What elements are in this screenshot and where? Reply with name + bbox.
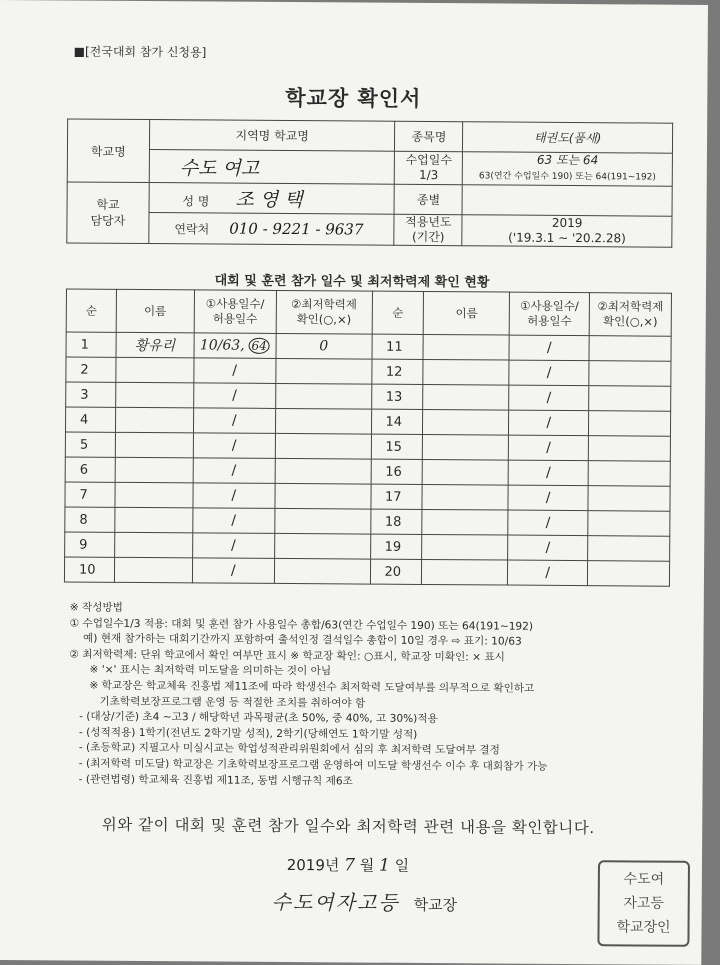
school-value: 수도 여고	[179, 156, 260, 180]
date-day-label: 일	[394, 856, 410, 875]
days-value-1: 63 또는 64	[536, 152, 599, 168]
row-no-right: 11	[372, 334, 424, 359]
info-table	[66, 118, 673, 247]
days-cell-left	[194, 358, 276, 384]
days-cell-right	[508, 535, 588, 561]
instruction-line: - (초등학교) 지필고사 미실시교는 학업성적관리위원회에서 심의 후 최저학력 도달여부 결정	[68, 741, 500, 757]
seal-line-1: 수도여	[623, 871, 665, 888]
col-days-right-1: ①사용일수/	[520, 298, 579, 314]
days-cell-left	[193, 408, 275, 434]
slash-mark: /	[231, 487, 237, 504]
col-days-left	[194, 290, 276, 334]
year-value-2: ('19.3.1 ~ '20.2.28)	[508, 230, 626, 246]
min-check-right	[589, 336, 671, 362]
row-no-right: 19	[370, 534, 422, 559]
days-allowed-circled: 64	[248, 338, 269, 354]
slash-mark: /	[545, 514, 551, 531]
name-cell	[149, 183, 395, 215]
min-check-right	[588, 486, 670, 512]
student-name-right	[422, 559, 508, 585]
date-month-label: 월	[359, 856, 375, 875]
days-cell-right	[508, 460, 588, 486]
date-month-value: 7	[344, 855, 356, 876]
slash-mark: /	[232, 362, 238, 379]
signature-suffix: 학교장	[413, 895, 458, 915]
col-min-right-2: 확인(○,×)	[602, 314, 658, 329]
official-seal	[597, 860, 690, 947]
row-no-left: 1	[66, 332, 116, 357]
col-name-right: 이름	[424, 291, 510, 335]
row-no-left: 7	[65, 482, 115, 507]
min-check-right	[589, 386, 671, 412]
slash-mark: /	[546, 439, 551, 456]
row-no-right: 12	[371, 359, 423, 384]
school-sublabel: 지역명 학교명	[149, 120, 395, 152]
name-label: 성 명	[182, 194, 210, 209]
col-days-left-1: ①사용일수/	[205, 296, 265, 311]
year-label	[394, 214, 462, 245]
student-name-left	[115, 532, 193, 558]
student-name-right	[423, 384, 509, 410]
min-check-left	[274, 558, 370, 584]
student-name-right	[423, 409, 509, 435]
days-cell-left	[193, 508, 275, 534]
slash-mark: /	[231, 462, 237, 479]
slash-mark: /	[231, 512, 237, 529]
days-cell-left	[192, 533, 274, 559]
confirmation-statement: 위와 같이 대회 및 훈련 참가 일수와 최저학력 관련 내용을 확인합니다.	[101, 815, 595, 838]
instruction-line: - (최저학력 미도달) 학교장은 기초학력보장프로그램 운영하여 미도달 학생선수 이수 후 대회참가 가능	[68, 757, 548, 773]
days-cell-left	[193, 433, 275, 459]
instructions	[69, 601, 690, 792]
days-cell-right	[509, 410, 589, 436]
min-check-right	[587, 561, 669, 587]
min-check-right	[589, 361, 671, 387]
instruction-line: - (대상/기준) 초4 ~고3 / 해당학년 과목평균(초 50%, 중 40%, 고 30%)적용	[68, 710, 438, 726]
min-check-right	[588, 461, 670, 487]
student-name-right	[423, 359, 509, 385]
header-tag: ■[전국대회 참가 신청용]	[73, 44, 207, 60]
min-check-right	[589, 411, 671, 437]
days-label-2: 1/3	[418, 167, 439, 183]
student-name-left: 황유리	[116, 332, 194, 358]
min-check-right	[588, 536, 670, 562]
days-cell-left	[194, 333, 276, 359]
days-cell-right	[509, 360, 589, 386]
student-name-right	[423, 459, 509, 485]
slash-mark: /	[232, 387, 237, 404]
name-value: 조 영 택	[235, 188, 303, 212]
student-name-left	[115, 432, 193, 458]
contact-cell	[149, 213, 395, 246]
slash-mark: /	[231, 437, 237, 454]
slash-mark: /	[545, 539, 551, 556]
days-cell-left	[193, 458, 275, 484]
teacher-label	[67, 182, 149, 244]
date-day-value: 1	[379, 855, 390, 876]
signature-school-name: 수도여자고등	[271, 889, 400, 915]
min-check-left	[275, 383, 371, 409]
event-label: 종목명	[395, 121, 463, 151]
instruction-line: ① 수업일수1/3 적용: 대회 및 훈련 참가 사용일수 총합/63(연간 수업일수 190) 또는 64(191~192)	[69, 617, 534, 633]
row-no-right: 13	[371, 384, 423, 409]
year-value-1: 2019	[551, 215, 583, 231]
participation-table	[64, 288, 672, 586]
col-days-right	[509, 292, 589, 336]
student-name-left	[115, 407, 193, 433]
row-no-left: 2	[66, 357, 116, 382]
row-no-right: 17	[370, 484, 422, 509]
min-check-right	[588, 436, 670, 462]
days-cell-right	[508, 560, 588, 586]
col-name-left: 이름	[116, 289, 194, 333]
min-check-left	[274, 508, 370, 534]
slash-mark: /	[546, 414, 552, 431]
seal-line-3: 학교장인	[616, 919, 671, 936]
row-no-left: 6	[65, 457, 115, 482]
instruction-line: ※ '×' 표시는 최저학력 미도달을 의미하는 것이 아님	[69, 663, 332, 678]
col-no-left: 순	[66, 289, 116, 332]
col-min-left-1: ②최저학력제	[290, 297, 357, 312]
col-days-right-2: 허용일수	[527, 313, 572, 328]
instruction-line: ※ 작성방법	[69, 601, 123, 614]
row-no-right: 16	[371, 459, 423, 484]
min-check-right	[588, 511, 670, 537]
col-min-left-2: 확인(○,×)	[296, 312, 352, 327]
instruction-line: ※ 학교장은 학교체육 진흥법 제11조에 따라 학생선수 최저학력 도달여부를 의무적으로 확인하고	[69, 679, 535, 695]
category-value	[462, 185, 672, 216]
row-no-left: 8	[65, 507, 115, 532]
contact-value: 010 - 9221 - 9637	[229, 219, 364, 239]
col-min-right	[589, 293, 671, 337]
student-name-right	[423, 434, 509, 460]
student-name-right	[422, 509, 508, 535]
student-name-right	[422, 484, 508, 510]
slash-mark: /	[546, 364, 552, 381]
table-header-row	[66, 289, 671, 336]
category-label: 종별	[394, 184, 462, 214]
col-min-right-1: ②최저학력제	[597, 299, 664, 314]
section-title: 대회 및 훈련 참가 일수 및 최저학력제 확인 현황	[214, 273, 490, 291]
date-year: 2019년	[286, 856, 340, 875]
instruction-line: 기초학력보장프로그램 운영 등 적절한 조치를 취하여야 함	[69, 695, 366, 710]
min-check-left	[275, 408, 371, 434]
col-min-left	[276, 290, 372, 334]
days-cell-right	[508, 510, 588, 536]
row-no-right: 20	[370, 559, 422, 584]
signature-line	[272, 886, 458, 916]
min-check-left: 0	[276, 333, 372, 359]
row-no-right: 15	[371, 434, 423, 459]
school-value-cell	[149, 150, 395, 185]
row-no-left: 3	[66, 382, 116, 407]
slash-mark: /	[545, 489, 551, 506]
seal-line-2: 자고등	[623, 895, 665, 912]
days-used: 10/63,	[199, 337, 245, 354]
year-value	[462, 215, 672, 247]
instruction-line: 예) 현재 참가하는 대회기간까지 포함하여 출석인정 결석일수 총합이 10일 경우 ⇨ 표기: 10/63	[69, 632, 522, 648]
table-row	[64, 557, 669, 586]
days-cell-right	[508, 485, 588, 511]
student-name-right	[422, 534, 508, 560]
contact-label: 연락처	[174, 222, 210, 237]
days-cell-right	[509, 385, 589, 411]
instruction-line: - (관련법령) 학교체육 진흥법 제11조, 동법 시행규칙 제6조	[68, 773, 353, 788]
slash-mark: /	[231, 537, 236, 554]
days-value	[463, 152, 673, 186]
date-line	[0, 852, 702, 878]
student-name-left	[116, 357, 194, 383]
student-name-left	[114, 557, 192, 583]
days-cell-left	[193, 383, 275, 409]
min-check-left	[276, 358, 372, 384]
slash-mark: /	[546, 389, 552, 406]
col-no-right: 순	[372, 291, 424, 334]
slash-mark: /	[231, 412, 237, 429]
teacher-label-1: 학교	[96, 197, 120, 212]
row-no-left: 5	[65, 432, 115, 457]
teacher-label-2: 담당자	[90, 213, 126, 228]
school-label: 학교명	[67, 119, 149, 183]
student-name-left	[115, 482, 193, 508]
days-cell-left	[192, 558, 274, 584]
col-days-left-2: 허용일수	[212, 311, 258, 326]
row-no-left: 4	[65, 407, 115, 432]
min-check-left	[275, 458, 371, 484]
days-label-1: 수업일수	[405, 152, 453, 168]
min-check-left	[274, 533, 370, 559]
student-name-left	[115, 507, 193, 533]
page-title: 학교장 확인서	[285, 85, 422, 111]
days-cell-left	[193, 483, 275, 509]
slash-mark: /	[230, 562, 236, 579]
student-name-left	[116, 382, 194, 408]
instruction-line: - (성적적용) 1학기(전년도 2학기말 성적), 2학기(당해연도 1학기말 성적)	[68, 726, 418, 741]
year-label-1: 적용년도	[405, 214, 452, 230]
student-name-left	[115, 457, 193, 483]
year-label-2: (기간)	[411, 229, 445, 245]
min-check-left	[275, 433, 371, 459]
slash-mark: /	[545, 464, 551, 481]
student-name-right	[423, 334, 509, 360]
row-no-left: 9	[65, 532, 115, 557]
instruction-line: ② 최저학력제: 단위 학교에서 확인 여부만 표시 ※ 학교장 확인: ○표시, 학교장 미확인: × 표시	[69, 648, 505, 664]
min-check-left	[275, 483, 371, 509]
days-cell-right	[509, 335, 589, 361]
days-cell-right	[509, 435, 589, 461]
row-no-right: 14	[371, 409, 423, 434]
event-value: 태권도(품새)	[463, 122, 673, 153]
slash-mark: /	[546, 339, 552, 356]
slash-mark: /	[545, 564, 551, 581]
days-value-2: 63(연간 수업일수 190) 또는 64(191~192)	[478, 171, 656, 183]
days-label	[395, 151, 463, 184]
row-no-left: 10	[64, 557, 114, 582]
row-no-right: 18	[370, 509, 422, 534]
